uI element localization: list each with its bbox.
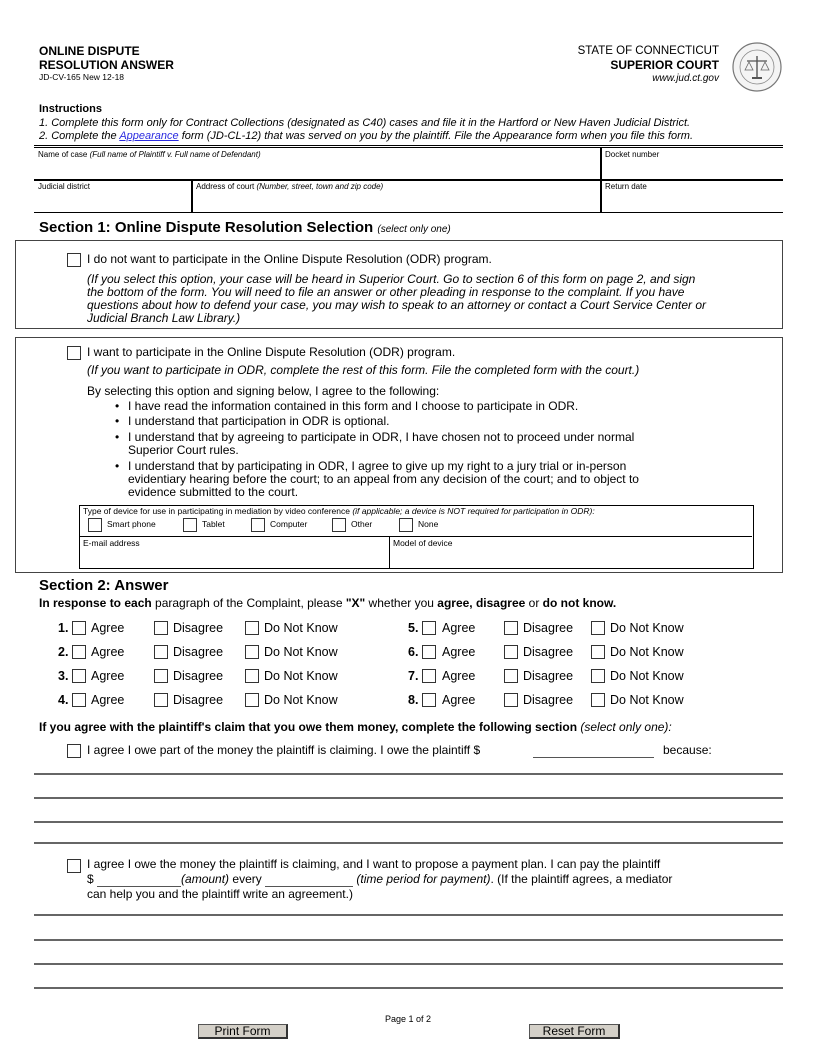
bullet-dot: • [115, 414, 120, 428]
disagree-label: Disagree [523, 621, 574, 635]
p6-agree-checkbox[interactable] [422, 645, 436, 659]
dontknow-label: Do Not Know [264, 669, 338, 683]
plan-line-1[interactable] [34, 914, 783, 916]
opt-out-label: I do not want to participate in the Online Dispute Resolution (ODR) program. [87, 252, 492, 266]
plan-line-2[interactable] [34, 939, 783, 941]
section1-subtitle: (select only one) [377, 224, 451, 235]
agree-label: Agree [442, 693, 476, 707]
p7-dontknow-checkbox[interactable] [591, 669, 605, 683]
appearance-link[interactable]: Appearance [119, 130, 179, 142]
agree-label: Agree [442, 645, 476, 659]
opt-in-agree-intro: By selecting this option and signing below, I agree to the following: [87, 384, 440, 398]
dontknow-label: Do Not Know [264, 693, 338, 707]
form-title-line2: RESOLUTION ANSWER [39, 58, 174, 72]
paragraph-number: 2. [58, 645, 69, 659]
payment-plan-checkbox[interactable] [67, 859, 81, 873]
dontknow-label: Do Not Know [610, 621, 684, 635]
bullet-line: Superior Court rules. [128, 443, 239, 457]
intro-bold: In response to each [39, 596, 152, 610]
agree-label: Agree [442, 669, 476, 683]
opt-in-checkbox[interactable] [67, 346, 81, 360]
instruction-1: 1. Complete this form only for Contract Collections (designated as C40) cases and file it in the Hartford or New Haven Judicial District. [39, 117, 691, 129]
device-type-hint: (if applicable; a device is NOT required for participation in ODR): [352, 506, 595, 516]
owe-part-label: I agree I owe part of the money the plaintiff is claiming. I owe the plaintiff $ [87, 743, 481, 757]
case-name-field[interactable] [34, 148, 600, 179]
reason-line-1[interactable] [34, 773, 783, 775]
p1-disagree-checkbox[interactable] [154, 621, 168, 635]
owe-part-because: because: [663, 743, 712, 757]
print-form-button[interactable]: Print Form [198, 1024, 288, 1039]
state-name: STATE OF CONNECTICUT [577, 45, 719, 57]
reason-line-4[interactable] [34, 842, 783, 844]
agree-label: Agree [91, 621, 125, 635]
docket-number-label: Docket number [605, 150, 660, 159]
paragraph-number: 8. [408, 693, 419, 707]
reason-line-2[interactable] [34, 797, 783, 799]
p5-dontknow-checkbox[interactable] [591, 621, 605, 635]
device-option-label: Computer [270, 519, 308, 529]
p7-agree-checkbox[interactable] [422, 669, 436, 683]
bullet-text [128, 415, 389, 428]
device-computer-checkbox[interactable] [251, 518, 265, 532]
bullet-text [128, 431, 634, 457]
agree-label: Agree [442, 621, 476, 635]
bullet-text [128, 400, 578, 413]
case-name-hint: (Full name of Plaintiff v. Full name of Defendant) [89, 150, 261, 159]
device-option-label: Tablet [202, 519, 225, 529]
owe-part-amount-input[interactable] [533, 743, 654, 758]
paragraph-number: 6. [408, 645, 419, 659]
email-field[interactable] [83, 538, 388, 567]
device-tablet-checkbox[interactable] [183, 518, 197, 532]
opt-out-note-line: questions about how to defend your case, you may wish to speak to an attorney or contact a Court Service Center or [87, 298, 707, 312]
bullet-line: evidentiary hearing before the court; to an appeal from any decision of the court; and to object to [128, 472, 639, 486]
instruction-2-pre: 2. Complete the [39, 130, 120, 142]
court-address-field[interactable] [192, 180, 600, 213]
p8-dontknow-checkbox[interactable] [591, 693, 605, 707]
p6-dontknow-checkbox[interactable] [591, 645, 605, 659]
device-option-label: None [418, 519, 439, 529]
period-hint: (time period for payment) [356, 872, 491, 886]
disagree-label: Disagree [523, 693, 574, 707]
bullet-line: evidence submitted to the court. [128, 485, 299, 499]
owe-part-checkbox[interactable] [67, 744, 81, 758]
disagree-label: Disagree [523, 669, 574, 683]
section1-title-text: Section 1: Online Dispute Resolution Selection [39, 219, 378, 236]
court-address-hint: (Number, street, town and zip code) [256, 182, 384, 191]
instruction-2-post: form (JD-CL-12) that was served on you by the plaintiff. File the Appearance form when you file this form. [178, 130, 694, 142]
p1-dontknow-checkbox[interactable] [245, 621, 259, 635]
intro-text: or [525, 596, 543, 610]
opt-out-note-line: the bottom of the form. You will need to file an answer or other pleading in response to the complaint. If you have [87, 285, 685, 299]
opt-out-note-line: (If you select this option, your case will be heard in Superior Court. Go to section 6 of this form on page 2, and sign [87, 272, 696, 286]
device-option-label: Smart phone [107, 519, 156, 529]
dontknow-label: Do Not Know [610, 645, 684, 659]
intro-bold: do not know. [542, 596, 617, 610]
paragraph-number: 3. [58, 669, 69, 683]
p6-disagree-checkbox[interactable] [504, 645, 518, 659]
agree-label: Agree [91, 645, 125, 659]
owe-heading-text: If you agree with the plaintiff's claim that you owe them money, complete the following section [39, 720, 581, 734]
email-label: E-mail address [83, 538, 140, 548]
p4-disagree-checkbox[interactable] [154, 693, 168, 707]
p4-agree-checkbox[interactable] [72, 693, 86, 707]
opt-in-note: (If you want to participate in ODR, complete the rest of this form. File the completed form with the court.) [87, 363, 640, 377]
judicial-district-label: Judicial district [38, 182, 91, 191]
intro-bold: agree, disagree [437, 596, 526, 610]
device-smartphone-checkbox[interactable] [88, 518, 102, 532]
p8-agree-checkbox[interactable] [422, 693, 436, 707]
p2-dontknow-checkbox[interactable] [245, 645, 259, 659]
court-address-label: Address of court [196, 182, 257, 191]
payment-plan-text [87, 857, 672, 902]
p2-agree-checkbox[interactable] [72, 645, 86, 659]
case-name-label: Name of case [38, 150, 90, 159]
bullet-line: I have read the information contained in this form and I choose to participate in ODR. [128, 399, 579, 413]
page-number: Page 1 of 2 [384, 1014, 432, 1024]
every-text: every [229, 872, 266, 886]
paragraph-number: 7. [408, 669, 419, 683]
judicial-seal-icon [732, 42, 782, 92]
disagree-label: Disagree [173, 645, 224, 659]
reason-line-3[interactable] [34, 821, 783, 823]
plan-line-4[interactable] [34, 987, 783, 989]
bullet-line: I understand that by participating in ODR, I agree to give up my right to a jury trial or in-person [128, 459, 627, 473]
device-type-label-text: Type of device for use in participating in mediation by video conference [83, 506, 353, 516]
form-title-line1: ONLINE DISPUTE [39, 44, 140, 58]
device-type-label [83, 506, 595, 516]
dontknow-label: Do Not Know [264, 621, 338, 635]
form-code: JD-CV-165 New 12-18 [39, 72, 125, 82]
dontknow-label: Do Not Know [610, 669, 684, 683]
docket-number-field[interactable] [601, 148, 783, 179]
return-date-field[interactable] [601, 180, 783, 213]
section2-intro [39, 596, 616, 610]
section1-title [39, 219, 451, 236]
instructions-heading: Instructions [39, 103, 102, 115]
device-box [79, 505, 754, 569]
intro-bold: "X" [345, 596, 366, 610]
device-none-checkbox[interactable] [399, 518, 413, 532]
disagree-label: Disagree [173, 669, 224, 683]
plan-line-3[interactable] [34, 963, 783, 965]
reset-form-button[interactable]: Reset Form [529, 1024, 620, 1039]
amount-hint: (amount) [181, 872, 230, 886]
owe-heading [39, 720, 672, 734]
bullet-dot: • [115, 459, 120, 473]
dollar-sign: $ [87, 872, 94, 886]
paragraph-number: 5. [408, 621, 419, 635]
payment-amount-input[interactable] [97, 875, 181, 887]
dontknow-label: Do Not Know [610, 693, 684, 707]
paragraph-number: 1. [58, 621, 69, 635]
section2-title: Section 2: Answer [39, 577, 169, 594]
payment-plan-line3: can help you and the plaintiff write an agreement.) [87, 887, 353, 901]
opt-in-label: I want to participate in the Online Dispute Resolution (ODR) program. [87, 345, 456, 359]
p1-agree-checkbox[interactable] [72, 621, 86, 635]
opt-out-checkbox[interactable] [67, 253, 81, 267]
court-name: SUPERIOR COURT [610, 58, 719, 72]
instruction-2 [39, 130, 693, 142]
p7-disagree-checkbox[interactable] [504, 669, 518, 683]
device-model-label: Model of device [393, 538, 453, 548]
bullet-line: I understand that participation in ODR is optional. [128, 414, 390, 428]
p2-disagree-checkbox[interactable] [154, 645, 168, 659]
device-other-checkbox[interactable] [332, 518, 346, 532]
bullet-text [128, 460, 639, 499]
divider [389, 537, 390, 568]
paragraph-number: 4. [58, 693, 69, 707]
agree-label: Agree [91, 669, 125, 683]
opt-out-note-line: Judicial Branch Law Library.) [87, 311, 241, 325]
p3-disagree-checkbox[interactable] [154, 669, 168, 683]
opt-out-note [87, 273, 706, 325]
p8-disagree-checkbox[interactable] [504, 693, 518, 707]
payment-period-input[interactable] [265, 875, 353, 887]
website: www.jud.ct.gov [652, 73, 719, 84]
bullet-dot: • [115, 430, 120, 444]
device-model-field[interactable] [393, 538, 751, 567]
payment-plan-line2 [87, 872, 672, 887]
bullet-line: I understand that by agreeing to participate in ODR, I have chosen not to proceed under normal [128, 430, 635, 444]
p3-agree-checkbox[interactable] [72, 669, 86, 683]
judicial-district-field[interactable] [34, 180, 191, 213]
p5-agree-checkbox[interactable] [422, 621, 436, 635]
p4-dontknow-checkbox[interactable] [245, 693, 259, 707]
device-option-label: Other [351, 519, 373, 529]
dontknow-label: Do Not Know [264, 645, 338, 659]
divider [80, 536, 752, 537]
disagree-label: Disagree [173, 621, 224, 635]
answer-grid [0, 620, 816, 720]
intro-text: whether you [365, 596, 438, 610]
case-info-table [34, 145, 783, 213]
p3-dontknow-checkbox[interactable] [245, 669, 259, 683]
return-date-label: Return date [605, 182, 647, 191]
agree-label: Agree [91, 693, 125, 707]
intro-text: paragraph of the Complaint, please [151, 596, 346, 610]
payment-plan-tail: . (If the plaintiff agrees, a mediator [490, 872, 673, 886]
form-title [39, 44, 174, 72]
disagree-label: Disagree [523, 645, 574, 659]
payment-plan-line1: I agree I owe the money the plaintiff is claiming, and I want to propose a payment plan. I can pay the plaintiff [87, 857, 661, 871]
disagree-label: Disagree [173, 693, 224, 707]
bullet-dot: • [115, 399, 120, 413]
owe-heading-hint: (select only one): [580, 720, 672, 734]
p5-disagree-checkbox[interactable] [504, 621, 518, 635]
